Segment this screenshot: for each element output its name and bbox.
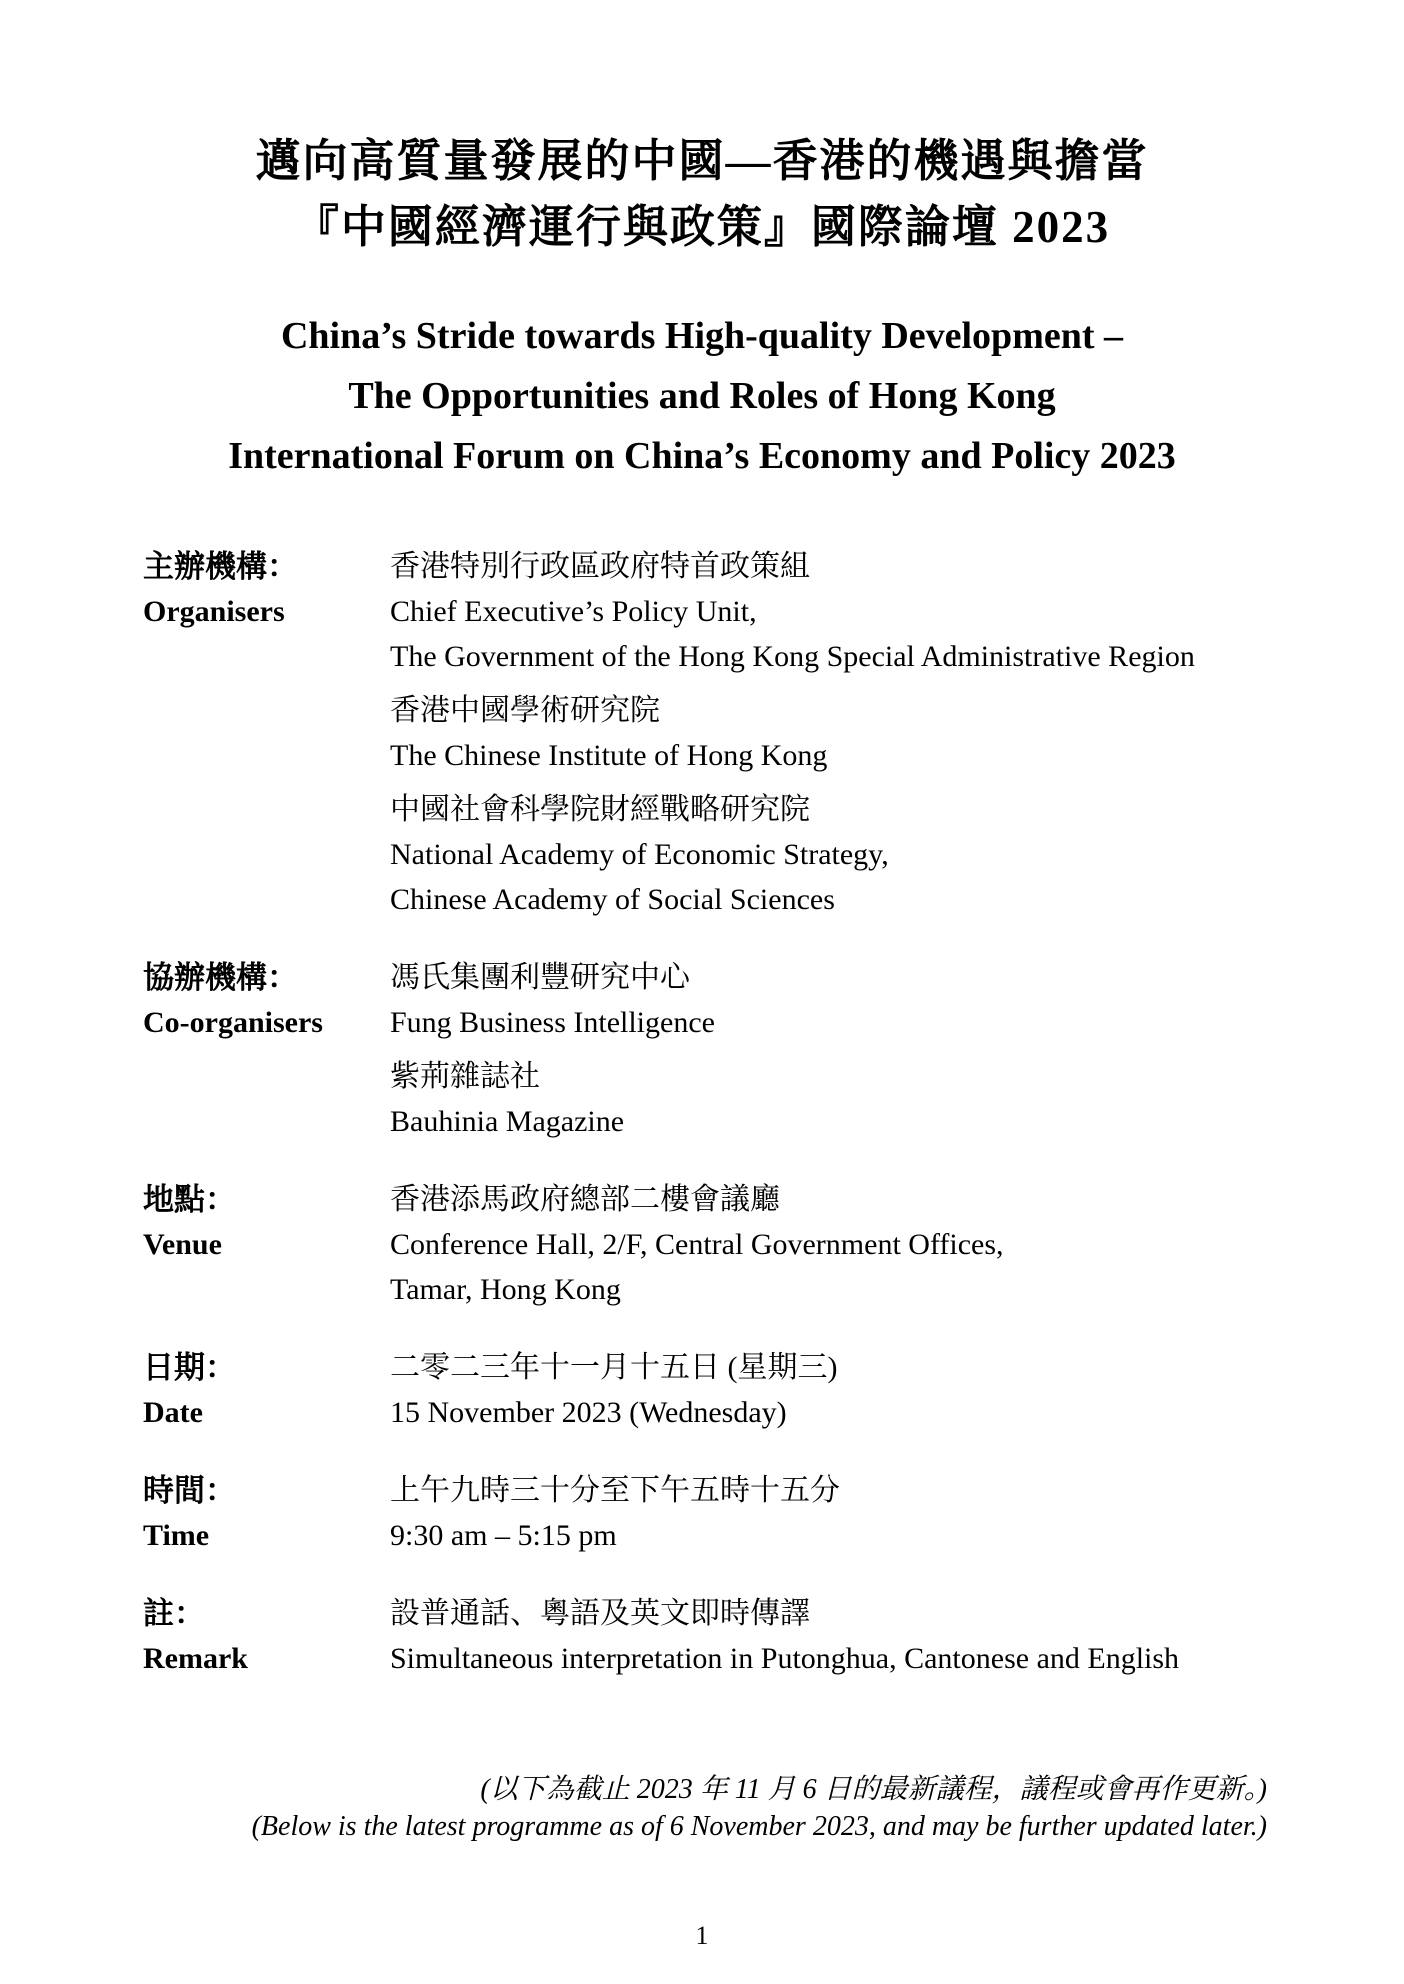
- section-label-english: Co-organisers: [143, 1006, 323, 1039]
- value-line-chinese: 上午九時三十分至下午五時十五分: [390, 1474, 840, 1507]
- section-label-english: Date: [143, 1396, 203, 1429]
- value-line-chinese: 馮氏集團利豐研究中心: [390, 961, 690, 994]
- info-group: [390, 1054, 1264, 1144]
- title-english-line-3: International Forum on China’s Economy and Policy 2023: [228, 435, 1176, 477]
- section-label: [143, 1177, 390, 1267]
- section-label-chinese: 時間：: [143, 1473, 236, 1508]
- value-line-english: Fung Business Intelligence: [390, 1006, 715, 1039]
- info-group: [390, 1591, 1264, 1681]
- info-group: [390, 955, 1264, 1045]
- section-values: [390, 955, 1264, 1144]
- info-sections: [143, 544, 1264, 1681]
- value-line-chinese: 紫荊雜誌社: [390, 1060, 540, 1093]
- value-line-chinese: 二零二三年十一月十五日 (星期三): [390, 1351, 838, 1384]
- section-label-chinese: 協辦機構：: [143, 960, 298, 995]
- section-label-english: Time: [143, 1519, 210, 1552]
- section-label-english: Remark: [143, 1642, 248, 1675]
- section-label-chinese: 註：: [143, 1596, 205, 1631]
- title-english: [0, 306, 1404, 486]
- title-english-line-2: The Opportunities and Roles of Hong Kong: [348, 375, 1056, 417]
- info-section: [143, 1177, 1264, 1312]
- value-line-english: Chief Executive’s Policy Unit,: [390, 595, 757, 628]
- info-group: [390, 787, 1264, 922]
- value-line-chinese: 香港特別行政區政府特首政策組: [390, 550, 810, 583]
- info-section: [143, 544, 1264, 922]
- page-number: 1: [695, 1921, 709, 1950]
- value-line-chinese: 中國社會科學院財經戰略研究院: [390, 793, 810, 826]
- value-line-english: The Chinese Institute of Hong Kong: [390, 739, 828, 772]
- value-line-english: Bauhinia Magazine: [390, 1105, 625, 1138]
- info-group: [390, 688, 1264, 778]
- value-line-chinese: 設普通話、粵語及英文即時傳譯: [390, 1597, 810, 1630]
- info-group: [390, 1468, 1264, 1558]
- value-line-english: National Academy of Economic Strategy,: [390, 838, 889, 871]
- section-label-chinese: 日期：: [143, 1350, 236, 1385]
- value-line-chinese: 香港添馬政府總部二樓會議廳: [390, 1183, 780, 1216]
- value-line-english: Chinese Academy of Social Sciences: [390, 883, 835, 916]
- value-line-chinese: 香港中國學術研究院: [390, 694, 660, 727]
- section-label-english: Organisers: [143, 595, 285, 628]
- value-line-english: 15 November 2023 (Wednesday): [390, 1396, 787, 1429]
- section-values: [390, 544, 1264, 922]
- section-label: [143, 1591, 390, 1681]
- title-chinese-line-1: 邁向高質量發展的中國—香港的機遇與擔當: [255, 136, 1149, 186]
- info-section: [143, 955, 1264, 1144]
- info-section: [143, 1345, 1264, 1435]
- title-chinese: [0, 0, 1404, 260]
- value-line-english: Conference Hall, 2/F, Central Government Offices,: [390, 1228, 1004, 1261]
- section-values: [390, 1345, 1264, 1435]
- section-label: [143, 1345, 390, 1435]
- section-label: [143, 544, 390, 634]
- title-chinese-line-2: 『中國經濟運行與政策』國際論壇 2023: [293, 202, 1111, 252]
- section-label: [143, 1468, 390, 1558]
- section-label-chinese: 地點：: [143, 1182, 236, 1217]
- info-group: [390, 1345, 1264, 1435]
- info-section: [143, 1468, 1264, 1558]
- value-line-english: 9:30 am – 5:15 pm: [390, 1519, 617, 1552]
- section-values: [390, 1591, 1264, 1681]
- info-section: [143, 1591, 1264, 1681]
- section-values: [390, 1177, 1264, 1312]
- info-group: [390, 544, 1264, 679]
- programme-note-chinese: (以下為截止 2023 年 11 月 6 日的最新議程，議程或會再作更新。): [480, 1774, 1267, 1805]
- programme-note-english: (Below is the latest programme as of 6 November 2023, and may be further updated later.): [251, 1811, 1267, 1842]
- value-line-english: Tamar, Hong Kong: [390, 1273, 621, 1306]
- programme-note: [0, 1771, 1404, 1845]
- section-label: [143, 955, 390, 1045]
- section-label-chinese: 主辦機構：: [143, 549, 298, 584]
- section-label-english: Venue: [143, 1228, 222, 1261]
- title-english-line-1: China’s Stride towards High-quality Development –: [280, 315, 1123, 357]
- info-group: [390, 1177, 1264, 1312]
- value-line-english: Simultaneous interpretation in Putonghua, Cantonese and English: [390, 1642, 1180, 1675]
- value-line-english: The Government of the Hong Kong Special Administrative Region: [390, 640, 1195, 673]
- section-values: [390, 1468, 1264, 1558]
